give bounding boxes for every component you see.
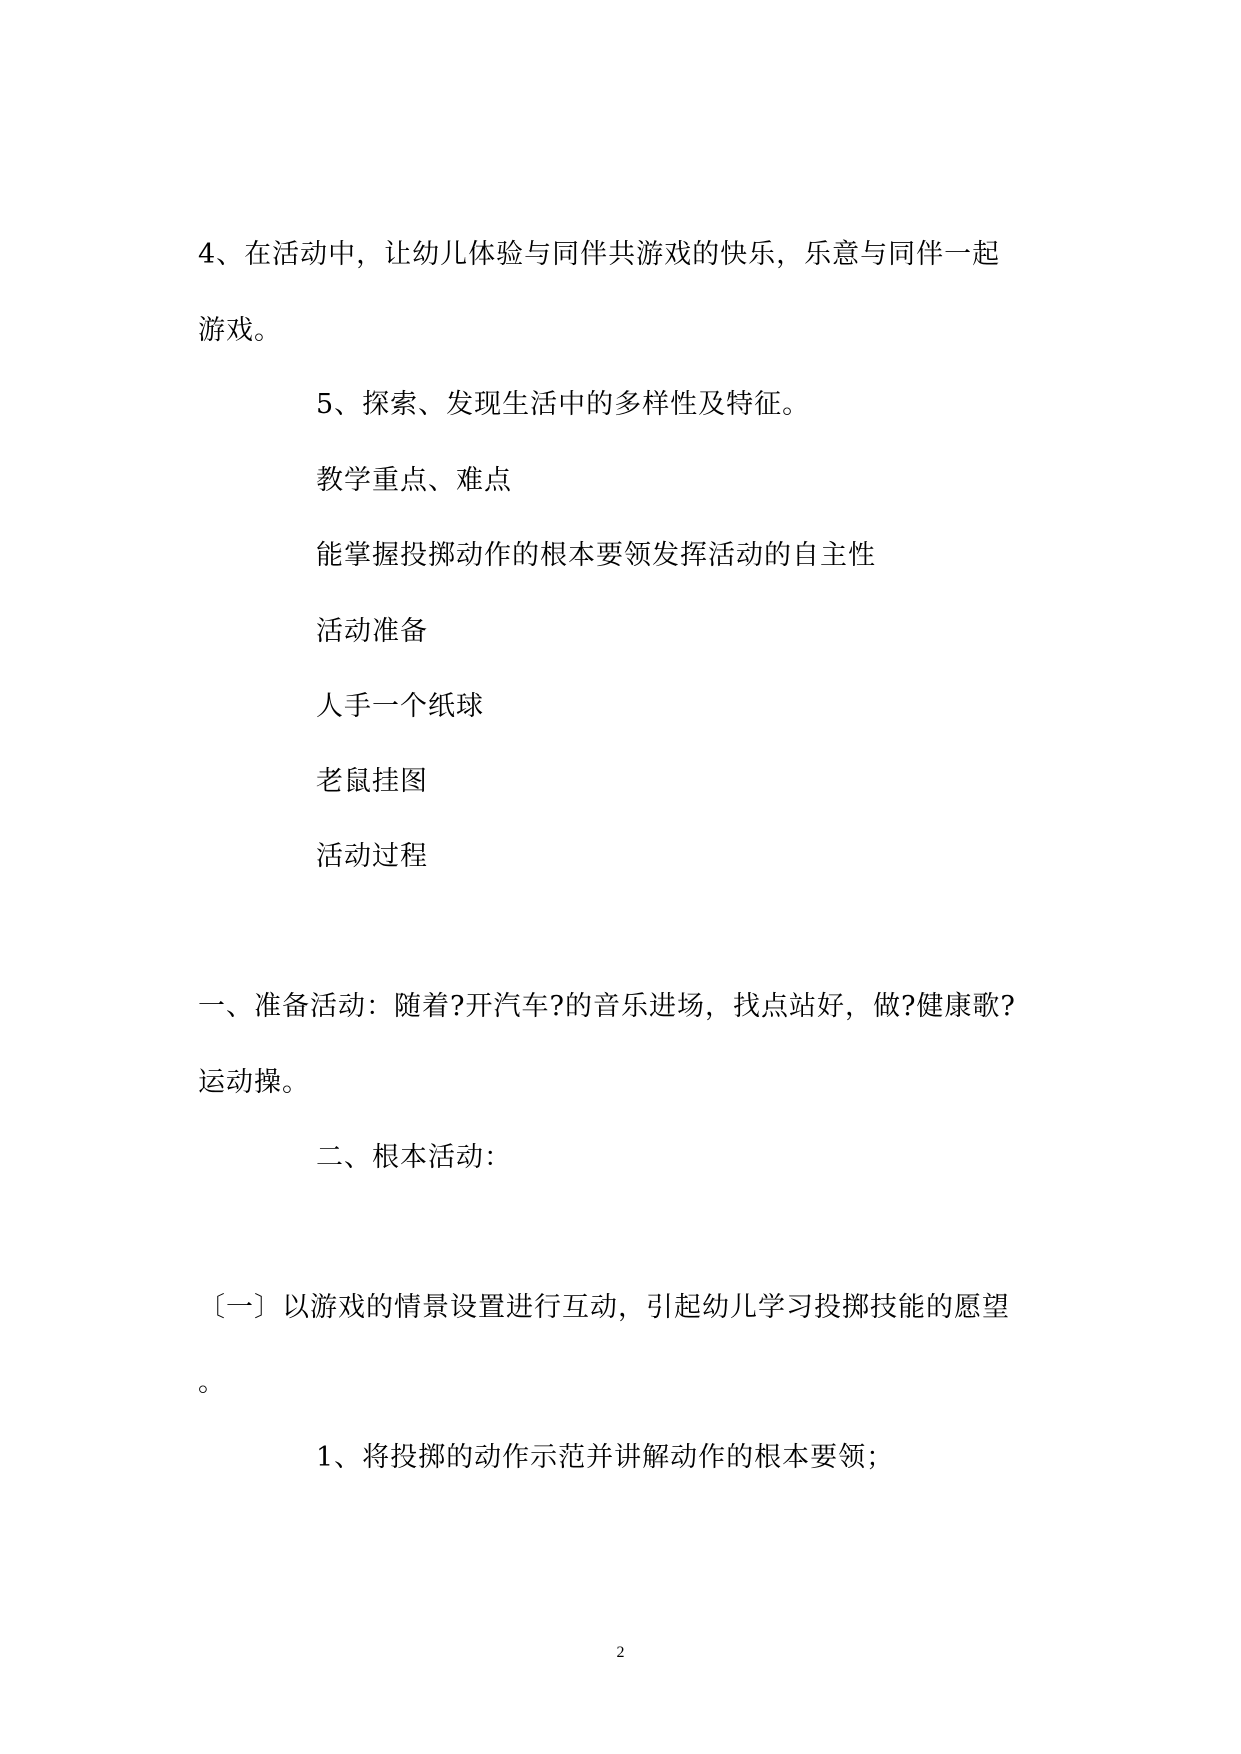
goal-4-line-2: 游戏。 [198, 315, 282, 346]
step-1-line-2: 运动操。 [198, 1067, 310, 1098]
preparation-item-2: 老鼠挂图 [316, 766, 428, 797]
substep-1-line-1: 〔一〕以游戏的情景设置进行互动，引起幼儿学习投掷技能的愿望 [198, 1292, 1010, 1323]
step-2-heading: 二、根本活动： [316, 1142, 512, 1173]
section-heading-preparation: 活动准备 [316, 616, 428, 647]
step-1-line-1: 一、准备活动：随着?开汽车?的音乐进场，找点站好，做?健康歌? [198, 991, 1016, 1022]
section-heading-process: 活动过程 [316, 841, 428, 872]
section-heading-key-points: 教学重点、难点 [316, 465, 512, 496]
goal-5: 5、探索、发现生活中的多样性及特征。 [316, 389, 811, 420]
page-number: 2 [616, 1644, 625, 1661]
key-points-text: 能掌握投掷动作的根本要领发挥活动的自主性 [316, 540, 876, 571]
substep-1-line-2: 。 [198, 1367, 226, 1398]
preparation-item-1: 人手一个纸球 [316, 691, 484, 722]
substep-1-item-1: 1、将投掷的动作示范并讲解动作的根本要领； [316, 1442, 895, 1473]
goal-4-line-1: 4、在活动中，让幼儿体验与同伴共游戏的快乐，乐意与同伴一起 [198, 239, 1001, 270]
